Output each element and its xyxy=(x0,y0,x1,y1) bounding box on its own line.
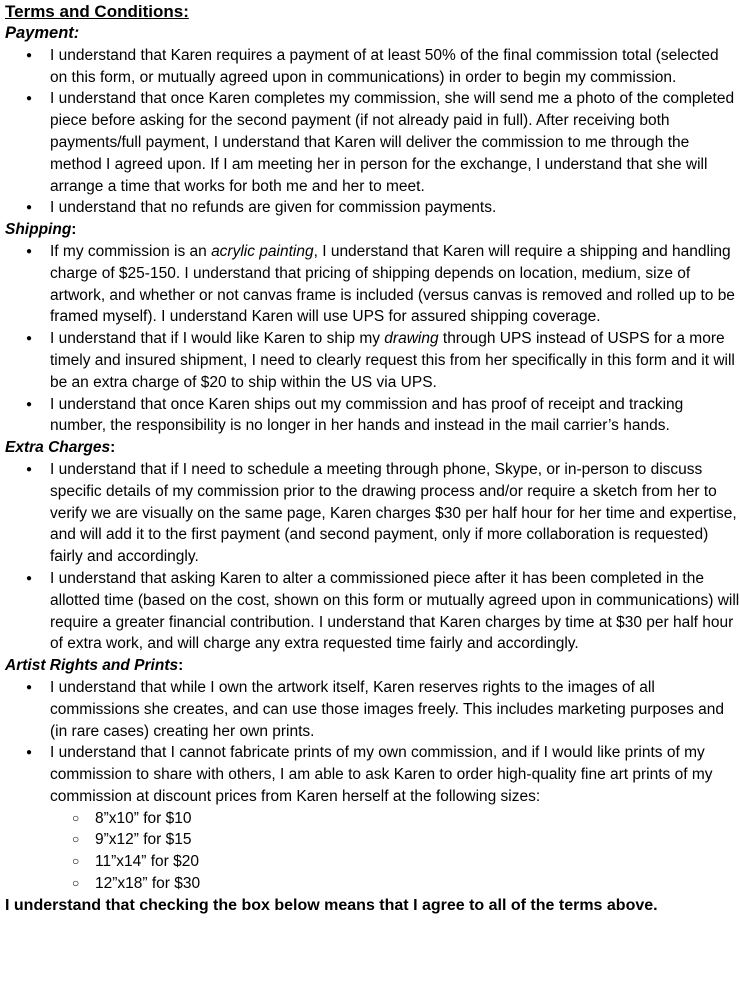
print-size-item: ○ 9”x12” for $15 xyxy=(95,829,740,851)
list-item: ● I understand that asking Karen to alter a commissioned piece after it has been completed in the allotted time (based on the cost, shown on this form or mutually agreed upon in communications) will require a greater financial contribution. I understand that Karen charges by time at $30 per half hour of extra work, and will charge any extra requested time fairly and accordingly. xyxy=(50,568,740,655)
list-item: ● I understand that once Karen ships out my commission and has proof of receipt and tracking number, the responsibility is no longer in her hands and instead in the mail carrier’s hands. xyxy=(50,394,740,438)
list-item: ● I understand that while I own the artwork itself, Karen reserves rights to the images of all commissions she creates, and can use those images freely. This includes marketing purposes and (in rare cases) creating her own prints. xyxy=(50,677,740,742)
print-size-item: ○ 8”x10” for $10 xyxy=(95,808,740,830)
list-item: ● I understand that once Karen completes my commission, she will send me a photo of the completed piece before asking for the second payment (if not already paid in full). After receiving both payments/full payment, I understand that Karen will deliver the commission to me through the method I agreed upon. If I am meeting her in person for the exchange, I understand that she will arrange a time that works for both me and her to meet. xyxy=(50,88,740,197)
agreement-statement: I understand that checking the box below means that I agree to all of the terms above. xyxy=(5,896,658,914)
item-text: I understand that I cannot fabricate prints of my own commission, and if I would like prints of my commission to share with others, I am able to ask Karen to order high-quality fine art prints of my commission at discount prices from Karen herself at the following sizes: xyxy=(50,744,713,805)
artist-rights-list xyxy=(5,677,740,895)
heading-text: Artist Rights and Prints xyxy=(5,657,179,675)
heading-colon: : xyxy=(71,221,77,239)
heading-text: Extra Charges xyxy=(5,439,111,457)
shipping-list xyxy=(5,241,740,437)
print-sizes-list xyxy=(50,808,740,895)
item-text: If my commission is an xyxy=(50,242,212,260)
section-heading-shipping xyxy=(5,219,740,241)
emphasis-text: drawing xyxy=(384,330,439,348)
heading-colon: : xyxy=(178,657,184,675)
heading-colon: : xyxy=(110,439,116,457)
heading-text: Shipping xyxy=(5,221,72,239)
item-text: I understand that if I would like Karen to ship my xyxy=(50,330,385,348)
print-size-item: ○ 11”x14” for $20 xyxy=(95,851,740,873)
list-item xyxy=(50,328,740,393)
section-heading-artist-rights xyxy=(5,655,740,677)
list-item xyxy=(50,241,740,328)
section-heading-extra-charges xyxy=(5,437,740,459)
heading-text: Payment xyxy=(5,24,74,42)
print-size-item: ○ 12”x18” for $30 xyxy=(95,873,740,895)
list-item: ● I understand that Karen requires a payment of at least 50% of the final commission total (selected on this form, or mutually agreed upon in communications) in order to begin my commission. xyxy=(50,45,740,89)
list-item xyxy=(50,742,740,895)
emphasis-text: acrylic painting xyxy=(211,242,314,260)
extra-charges-list xyxy=(5,459,740,655)
list-item: ● I understand that if I need to schedule a meeting through phone, Skype, or in-person to discuss specific details of my commission prior to the drawing process and/or require a sketch from her to verify we are visually on the same page, Karen charges $30 per half hour for her time and expertise, and will add it to the first payment (and second payment, only if more collaboration is requested) fairly and accordingly. xyxy=(50,459,740,568)
item-text: through UPS instead of USPS for a more timely and insured shipment, I need to clearly request this from her specifically in this form and it will be an extra charge of $20 to ship within the US via UPS. xyxy=(50,330,735,391)
item-text: , I understand that Karen will require a shipping and handling charge of $25-150. I understand that pricing of shipping depends on location, medium, size of artwork, and whether or not canvas frame is included (versus canvas is removed and rolled up to be framed myself). I understand Karen will use UPS for assured shipping coverage. xyxy=(50,242,735,326)
list-item: ● I understand that no refunds are given for commission payments. xyxy=(50,197,740,219)
section-heading-payment xyxy=(5,23,740,45)
document-title: Terms and Conditions: xyxy=(5,2,189,21)
heading-colon: : xyxy=(73,24,80,42)
payment-list xyxy=(5,45,740,219)
